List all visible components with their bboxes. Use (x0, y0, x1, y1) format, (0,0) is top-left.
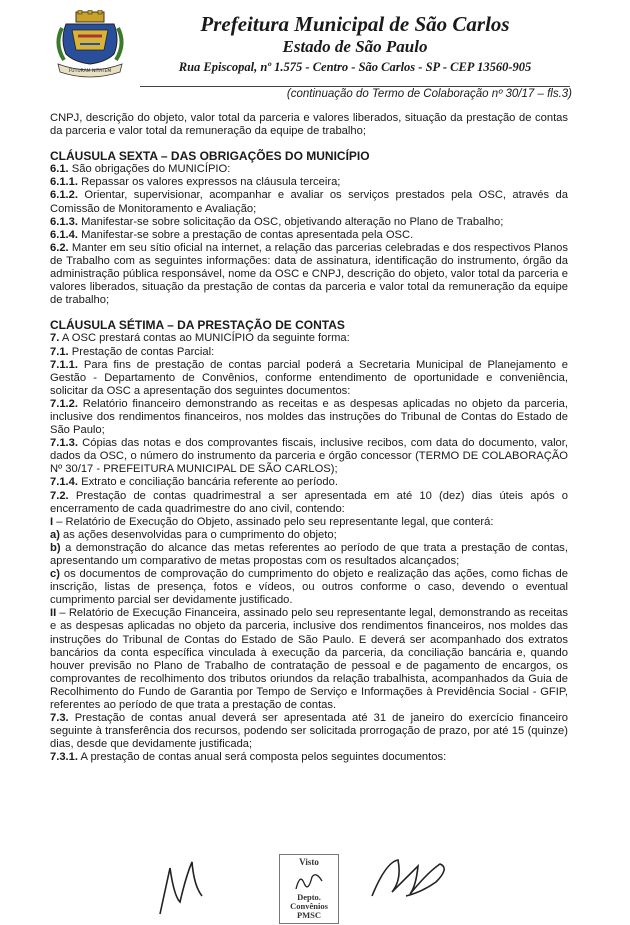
letterhead-address: Rua Episcopal, nº 1.575 - Centro - São Carlos - SP - CEP 13560-905 (178, 60, 532, 74)
letterhead-title: Prefeitura Municipal de São Carlos (200, 12, 510, 36)
letterhead (130, 12, 580, 77)
letterhead-subtitle: Estado de São Paulo (282, 37, 428, 56)
paragraph: 7.1.3. Cópias das notas e dos comprovantes fiscais, inclusive recibos, com data do documento, valor, dados da OSC, o número do instrumento da parceria e órgão concessor (TERMO DE COLABORAÇÃO Nº 30/17 - PREFEITURA MUNICIPAL DE SÃO CARLOS); (50, 437, 568, 476)
paragraph: 6.1.4. Manifestar-se sobre a prestação de contas apresentada pela OSC. (50, 228, 414, 241)
paragraph: 7. A OSC prestará contas ao MUNICÍPIO da seguinte forma: (50, 332, 350, 345)
paragraph: a) as ações desenvolvidas para o cumprimento do objeto; (50, 528, 337, 541)
paragraph: 6.1. São obrigações do MUNICÍPIO: (50, 163, 231, 176)
paragraph: 7.1.2. Relatório financeiro demonstrando as receitas e as despesas aplicadas no objeto da parceria, inclusive dos rendimentos financeiros, nos moldes das instruções do Tribunal de Contas do Estado de São Paulo; (50, 397, 568, 437)
paragraph: 7.1.1. Para fins de prestação de contas parcial poderá a Secretaria Municipal de Planejamento e Gestão - Departamento de Convênios, conforme entendimento de oportunidade e conveniência, solicitar da OSC a apresentação dos seguintes documentos: (50, 358, 568, 397)
paragraph: 6.1.1. Repassar os valores expressos na cláusula terceira; (50, 176, 341, 189)
paragraph: 6.2. Manter em seu sítio oficial na internet, a relação das parcerias celebradas e dos respectivos Planos de Trabalho com as seguintes informações: data de assinatura, identificação do instrumento, órgão da administração pública responsável, nome da OSC e CNPJ, descrição do objeto, valor total da parceria e valores liberados, situação da prestação de contas da parceria e valor total da remuneração da equipe de trabalho; (50, 241, 568, 307)
continuation-note: (continuação do Termo de Colaboração nº 30/17 – fls.3) (286, 88, 572, 100)
approval-stamp: Visto Depto. Convênios PMSC (279, 854, 339, 924)
paragraph: II – Relatório de Execução Financeira, assinado pelo seu representante legal, demonstrando as receitas e as despesas aplicadas no objeto da parceria, inclusive dos rendimentos financeiros, nos moldes das instruções do Tribunal de Contas do Estado de São Paulo. E deverá ser acompanhado dos extratos bancários da conta específica vinculada à execução da parceria, da conciliação bancária e, quando houver previsão no Plano de Trabalho de contratação de pessoal e de pagamento de encargos, os comprovantes de recolhimento dos tributos oriundos da relação trabalhista, acompanhados da Guia de Recolhimento do Fundo de Garantia por Tempo de Serviço e Informações à Previdência Social - GFIP, referentes ao período de que trata a prestação de contas. (50, 607, 568, 712)
svg-text:FUTURAM NITATEM: FUTURAM NITATEM (68, 69, 112, 74)
paragraph: CNPJ, descrição do objeto, valor total da parceria e valores liberados, situação da prestação de contas da parceria e valor total da remuneração da equipe de trabalho; (50, 112, 568, 138)
clause-seven-heading: CLÁUSULA SÉTIMA – DA PRESTAÇÃO DE CONTAS (50, 318, 345, 333)
paragraph: 7.3. Prestação de contas anual deverá ser apresentada até 31 de janeiro do exercício financeiro seguinte à transferência dos recursos, podendo ser solicitada prorrogação de prazo, por até 15 (quinze) dias, desde que devidamente justificada; (50, 712, 568, 751)
paragraph: c) os documentos de comprovação do cumprimento do objeto e realização das ações, como fichas de inscrição, listas de presença, fotos e vídeos, ou outros conforme o caso, devendo o eventual cumprimento parcial ser devidamente justificado. (50, 568, 568, 607)
paragraph: 7.3.1. A prestação de contas anual será composta pelos seguintes documentos: (50, 751, 447, 764)
paragraph: 7.2. Prestação de contas quadrimestral a ser apresentada em até 10 (dez) dias úteis após o encerramento de cada quadrimestre do ano civil, contendo: (50, 489, 568, 515)
signature-left (140, 856, 230, 918)
paragraph: b) a demonstração do alcance das metas referentes ao período de que trata a prestação de contas, apresentando um comparativo de metas propostas com os resultados alcançados; (50, 541, 568, 567)
document-body (50, 112, 568, 765)
paragraph: 7.1.4. Extrato e conciliação bancária referente ao período. (50, 476, 338, 489)
paragraph: 6.1.3. Manifestar-se sobre solicitação da OSC, objetivando alteração no Plano de Trabalho; (50, 215, 504, 228)
paragraph: 6.1.2. Orientar, supervisionar, acompanhar e avaliar os serviços prestados pela OSC, através da Comissão de Monitoramento e Avaliação; (50, 189, 568, 215)
signature-right (366, 852, 456, 904)
clause-six-heading: CLÁUSULA SEXTA – DAS OBRIGAÇÕES DO MUNICÍPIO (50, 149, 370, 164)
municipal-crest-logo (52, 10, 128, 80)
header-rule (140, 86, 570, 87)
paragraph: 7.1. Prestação de contas Parcial: (50, 345, 215, 358)
paragraph: I – Relatório de Execução do Objeto, assinado pelo seu representante legal, que conterá: (50, 515, 494, 528)
